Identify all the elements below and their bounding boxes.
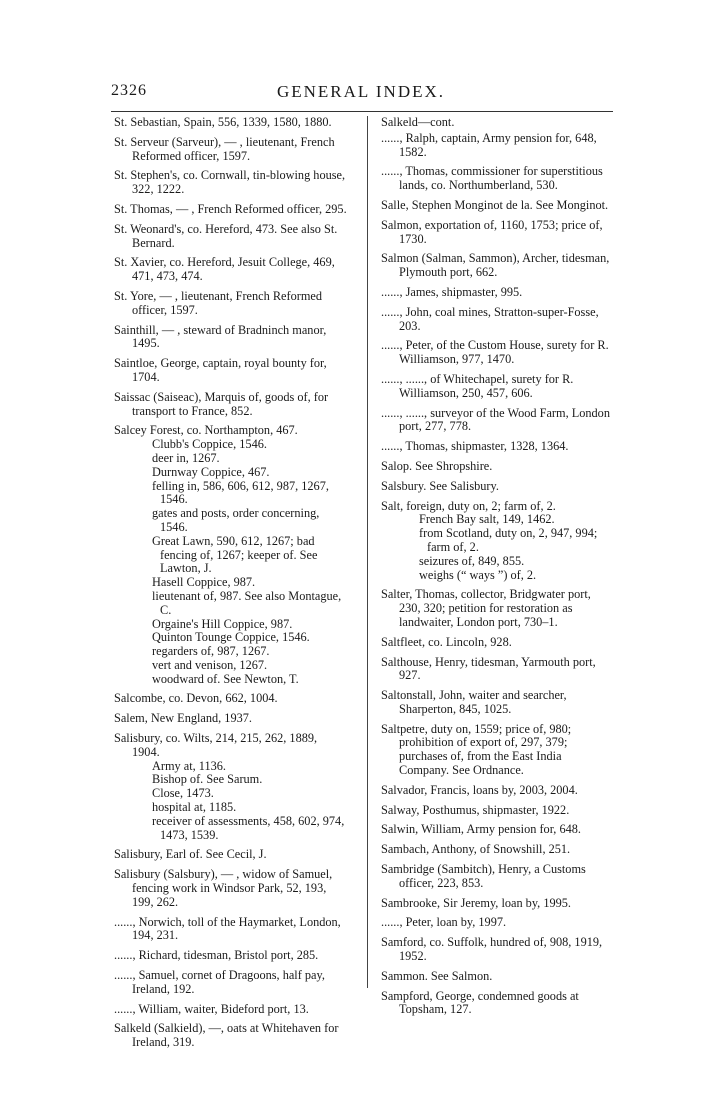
index-entry-text: Salthouse, Henry, tidesman, Yarmouth port, 927. xyxy=(381,654,596,683)
index-entry xyxy=(114,391,347,419)
index-entry-text: Sambridge (Sambitch), Henry, a Customs officer, 223, 853. xyxy=(381,862,586,890)
index-entry xyxy=(381,689,614,717)
index-subentry: vert and venison, 1267. xyxy=(152,657,268,672)
index-entry xyxy=(381,165,614,193)
index-subentry: Bishop of. See Sarum. xyxy=(152,772,263,787)
index-entry-text: Salkeld (Salkield), —, oats at Whitehaven for Ireland, 319. xyxy=(114,1021,339,1050)
index-entry-text: Salisbury (Salsbury), — , widow of Samuel, fencing work in Windsor Park, 52, 193, 199, 262. xyxy=(114,867,333,909)
index-entry-text: Salter, Thomas, collector, Bridgwater port, 230, 320; petition for restoration as landwaiter, London port, 730–1. xyxy=(381,587,591,629)
index-entry xyxy=(381,723,614,778)
index-entry xyxy=(381,863,614,891)
index-subentry: Hasell Coppice, 987. xyxy=(152,575,256,590)
index-subentry: regarders of, 987, 1267. xyxy=(152,644,270,659)
index-entry-text: Sammon. See Salmon. xyxy=(381,968,493,983)
running-title: GENERAL INDEX. xyxy=(276,82,446,101)
index-entry xyxy=(114,692,347,706)
column-divider xyxy=(367,116,368,988)
index-entry-text: Salway, Posthumus, shipmaster, 1922. xyxy=(381,802,570,817)
index-entry xyxy=(381,199,614,213)
index-entry-text: Salmon (Salman, Sammon), Archer, tidesman, Plymouth port, 662. xyxy=(381,251,610,280)
index-entry-text: St. Sebastian, Spain, 556, 1339, 1580, 1880. xyxy=(114,115,332,129)
index-entry-text: Sainthill, — , steward of Bradninch manor, 1495. xyxy=(114,322,327,351)
index-entry-text: Salop. See Shropshire. xyxy=(381,458,493,473)
index-entry-text: Salle, Stephen Monginot de la. See Monginot. xyxy=(381,197,609,212)
index-entry xyxy=(381,480,614,494)
index-entry xyxy=(381,636,614,650)
index-entry-text: Salem, New England, 1937. xyxy=(114,711,252,726)
index-entry-text: ......, William, waiter, Bideford port, 13. xyxy=(114,1001,309,1016)
page-header xyxy=(0,82,722,106)
page-number: 2326 xyxy=(111,82,147,99)
index-entry xyxy=(114,256,347,284)
index-entry xyxy=(114,116,347,130)
index-entry-text: ......, Thomas, commissioner for superstitious lands, co. Northumberland, 530. xyxy=(381,164,603,193)
index-entry-text: ......, Ralph, captain, Army pension for, 648, 1582. xyxy=(381,130,597,159)
index-entry xyxy=(114,357,347,385)
index-entry-text: Saintloe, George, captain, royal bounty for, 1704. xyxy=(114,356,327,384)
index-entry xyxy=(381,252,614,280)
subentry-list xyxy=(114,760,347,843)
index-entry xyxy=(114,848,347,862)
index-entry xyxy=(114,136,347,164)
index-entry xyxy=(381,656,614,684)
index-entry xyxy=(381,373,614,401)
index-entry xyxy=(381,843,614,857)
index-entry-text: Salmon, exportation of, 1160, 1753; price of, 1730. xyxy=(381,217,603,246)
index-entry xyxy=(381,784,614,798)
index-entry-text: Saltonstall, John, waiter and searcher, Sharperton, 845, 1025. xyxy=(381,688,567,716)
index-entry-text: Salisbury, co. Wilts, 214, 215, 262, 1889, 1904. xyxy=(114,731,318,759)
index-subentry: lieutenant of, 987. See also Montague, C. xyxy=(152,588,342,617)
index-entry-text: Salvador, Francis, loans by, 2003, 2004. xyxy=(381,782,578,797)
subentry-list xyxy=(114,438,347,686)
index-entry xyxy=(114,169,347,197)
index-entry-text: Sampford, George, condemned goods at Topsham, 127. xyxy=(381,988,579,1017)
index-entry xyxy=(381,440,614,454)
index-subentry: Army at, 1136. xyxy=(152,758,226,773)
index-entry xyxy=(114,424,347,686)
index-entry-text: St. Serveur (Sarveur), — , lieutenant, French Reformed officer, 1597. xyxy=(114,134,335,163)
index-entry-text: ......, Samuel, cornet of Dragoons, half pay, Ireland, 192. xyxy=(114,968,325,996)
index-entry-text: Salt, foreign, duty on, 2; farm of, 2. xyxy=(381,498,556,513)
index-entry xyxy=(381,286,614,300)
index-entry-text: Samford, co. Suffolk, hundred of, 908, 1919, 1952. xyxy=(381,935,603,964)
index-entry-text: ......, Thomas, shipmaster, 1328, 1364. xyxy=(381,439,569,454)
index-entry xyxy=(114,324,347,352)
index-entry xyxy=(114,732,347,842)
index-subentry: French Bay salt, 149, 1462. xyxy=(419,512,555,527)
index-entry-text: Salisbury, Earl of. See Cecil, J. xyxy=(114,847,267,862)
index-entry xyxy=(114,712,347,726)
index-entry-text: ......, ......, of Whitechapel, surety for R. Williamson, 250, 457, 606. xyxy=(381,371,574,400)
index-entry-text: ......, Richard, tidesman, Bristol port, 285. xyxy=(114,948,319,963)
index-entry xyxy=(114,949,347,963)
index-entry-text: ......, John, coal mines, Stratton-super-Fosse, 203. xyxy=(381,304,599,333)
index-entry xyxy=(114,223,347,251)
index-entry xyxy=(381,990,614,1018)
index-entry xyxy=(114,868,347,909)
index-subentry: hospital at, 1185. xyxy=(152,800,237,815)
index-subentry: weighs (“ ways ”) of, 2. xyxy=(419,567,537,582)
index-subentry: Quinton Tounge Coppice, 1546. xyxy=(152,630,310,645)
index-entry xyxy=(381,460,614,474)
index-entry xyxy=(381,500,614,583)
index-entry-text: St. Thomas, — , French Reformed officer, 295. xyxy=(114,201,347,216)
header-rule xyxy=(111,111,613,112)
index-subentry: seizures of, 849, 855. xyxy=(419,553,525,568)
index-entry-text: Salwin, William, Army pension for, 648. xyxy=(381,822,581,837)
index-entry xyxy=(114,916,347,944)
index-subentry: Orgaine's Hill Coppice, 987. xyxy=(152,616,293,631)
index-entry-text: Sambach, Anthony, of Snowshill, 251. xyxy=(381,842,571,857)
index-entry xyxy=(381,588,614,629)
index-entry xyxy=(381,916,614,930)
subentry-list xyxy=(381,513,614,582)
index-subentry: woodward of. See Newton, T. xyxy=(152,671,299,686)
index-subentry: Clubb's Coppice, 1546. xyxy=(152,437,267,452)
index-subentry: from Scotland, duty on, 2, 947, 994; farm of, 2. xyxy=(419,526,598,554)
left-index-column xyxy=(114,116,347,1056)
index-subentry: Durnway Coppice, 467. xyxy=(152,464,270,479)
index-subentry: deer in, 1267. xyxy=(152,450,220,465)
index-entry xyxy=(381,219,614,247)
index-entry-text: ......, Peter, of the Custom House, surety for R. Williamson, 977, 1470. xyxy=(381,338,609,367)
index-entry xyxy=(381,116,614,130)
index-entry xyxy=(381,897,614,911)
index-entry xyxy=(381,936,614,964)
index-subentry: receiver of assessments, 458, 602, 974, 1473, 1539. xyxy=(152,813,345,842)
index-entry-text: Saltfleet, co. Lincoln, 928. xyxy=(381,634,512,649)
index-entry-text: Saissac (Saiseac), Marquis of, goods of, for transport to France, 852. xyxy=(114,389,329,418)
index-subentry: Great Lawn, 590, 612, 1267; bad fencing of, 1267; keeper of. See Lawton, J. xyxy=(152,533,318,576)
index-entry-text: St. Stephen's, co. Cornwall, tin-blowing house, 322, 1222. xyxy=(114,168,346,197)
index-subentry: gates and posts, order concerning, 1546. xyxy=(152,506,320,534)
index-entry xyxy=(381,306,614,334)
index-entry-text: Saltpetre, duty on, 1559; price of, 980; prohibition of export of, 297, 379; purchases of, from the East India Company. See Ordnance. xyxy=(381,721,572,778)
index-entry xyxy=(114,1022,347,1050)
index-entry-text: Salsbury. See Salisbury. xyxy=(381,478,499,493)
index-entry xyxy=(381,132,614,160)
index-entry-text: Salcombe, co. Devon, 662, 1004. xyxy=(114,691,278,706)
index-entry-text: Sambrooke, Sir Jeremy, loan by, 1995. xyxy=(381,895,572,910)
index-entry xyxy=(114,969,347,997)
index-entry xyxy=(381,970,614,984)
index-entry-text: ......, ......, surveyor of the Wood Farm, London port, 277, 778. xyxy=(381,405,610,434)
index-entry-text: ......, Peter, loan by, 1997. xyxy=(381,915,507,930)
index-entry-text: ......, James, shipmaster, 995. xyxy=(381,284,523,299)
index-entry xyxy=(114,203,347,217)
index-entry xyxy=(114,1003,347,1017)
index-subentry: felling in, 586, 606, 612, 987, 1267, 1546. xyxy=(152,478,329,507)
right-index-column xyxy=(381,116,614,1023)
index-entry xyxy=(381,339,614,367)
index-entry-text: St. Xavier, co. Hereford, Jesuit College, 469, 471, 473, 474. xyxy=(114,255,335,284)
index-entry xyxy=(381,407,614,435)
index-entry-text: Salcey Forest, co. Northampton, 467. xyxy=(114,423,298,438)
index-entry xyxy=(114,290,347,318)
index-entry-text: St. Yore, — , lieutenant, French Reformed officer, 1597. xyxy=(114,288,322,317)
index-entry xyxy=(381,823,614,837)
index-entry-text: Salkeld—cont. xyxy=(381,115,455,129)
index-entry xyxy=(381,804,614,818)
index-entry-text: St. Weonard's, co. Hereford, 473. See also St. Bernard. xyxy=(114,221,338,250)
index-entry-text: ......, Norwich, toll of the Haymarket, London, 194, 231. xyxy=(114,914,341,943)
index-subentry: Close, 1473. xyxy=(152,786,214,801)
